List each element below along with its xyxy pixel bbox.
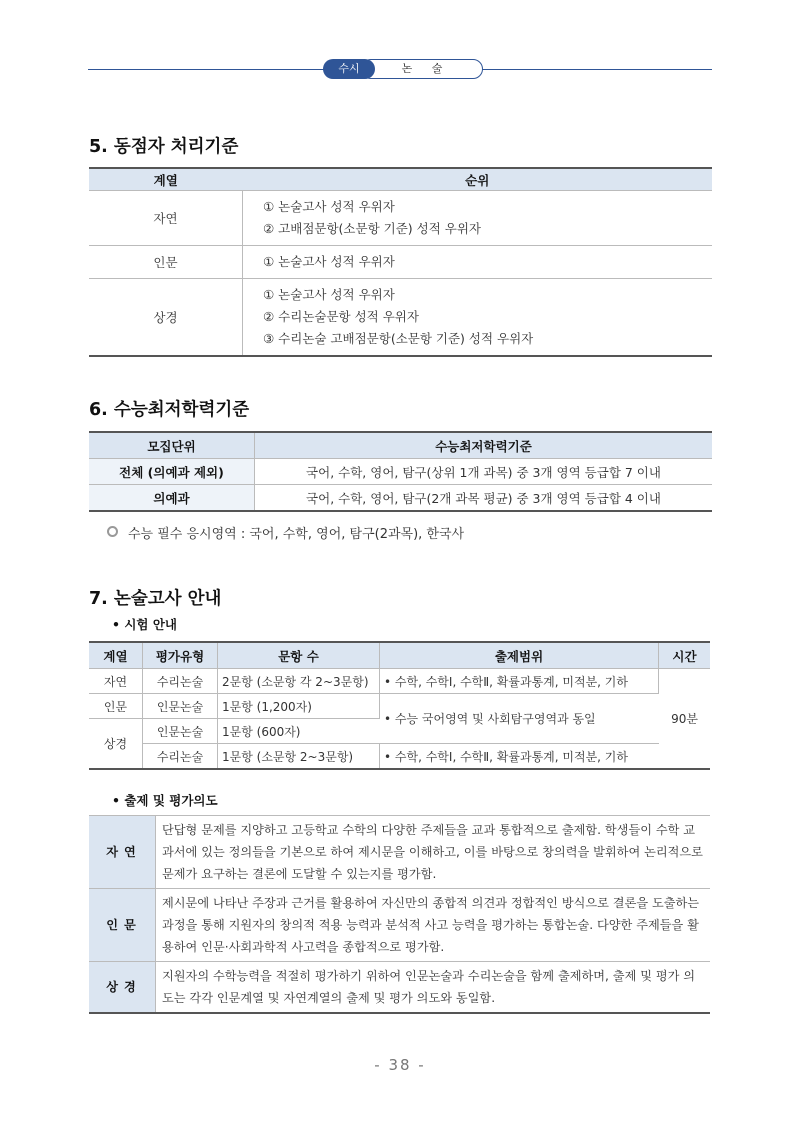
table-row: [89, 246, 712, 279]
rank-item: ① 논술고사 성적 우위자: [263, 199, 395, 214]
table-row: [89, 889, 710, 962]
table-row: [89, 669, 710, 694]
type-cell: 인문논술: [143, 719, 218, 744]
group-cell: 자연: [89, 191, 243, 246]
rank-cell: [243, 191, 713, 246]
col-scope: 출제범위: [380, 642, 659, 669]
group-cell: 인문: [89, 246, 243, 279]
group-cell: 자연: [89, 669, 143, 694]
count-cell: 1문항 (소문항 2~3문항): [218, 744, 380, 770]
table-row: [89, 694, 710, 719]
intent-label: 상경: [89, 962, 156, 1014]
section5-heading: 5. 동점자 처리기준: [89, 137, 239, 157]
table-row: [89, 191, 712, 246]
tiebreak-table: [89, 167, 712, 357]
circle-bullet-icon: [107, 526, 118, 537]
scope-cell: • 수능 국어영역 및 사회탐구영역과 동일: [380, 694, 659, 744]
table-row: [89, 744, 710, 770]
table-row: [89, 962, 710, 1014]
group-cell: 인문: [89, 694, 143, 719]
exam-subheading: • 시험 안내: [112, 617, 177, 632]
header-title: 논 술: [361, 59, 483, 79]
criteria-cell: 국어, 수학, 영어, 탐구(상위 1개 과목) 중 3개 영역 등급합 7 이내: [255, 459, 713, 485]
count-cell: 1문항 (600자): [218, 719, 380, 744]
section7-heading: 7. 논술고사 안내: [89, 589, 222, 609]
col-unit: 모집단위: [89, 432, 255, 459]
col-time: 시간: [659, 642, 711, 669]
group-cell: 상경: [89, 279, 243, 357]
section6-heading: 6. 수능최저학력기준: [89, 400, 250, 420]
group-cell: 상경: [89, 719, 143, 770]
type-cell: 수리논술: [143, 669, 218, 694]
count-cell: 1문항 (1,200자): [218, 694, 380, 719]
unit-cell: 전체 (의예과 제외): [89, 459, 255, 485]
unit-cell: 의예과: [89, 485, 255, 512]
rank-item: ② 고배점문항(소문항 기준) 성적 우위자: [263, 221, 481, 236]
table-row: [89, 485, 712, 512]
col-rank: 순위: [243, 168, 713, 191]
exam-info-table: [89, 641, 710, 770]
intent-subheading: • 출제 및 평가의도: [112, 793, 218, 808]
minimum-criteria-table: [89, 431, 712, 512]
intent-text: 지원자의 수학능력을 적절히 평가하기 위하여 인문논술과 수리논술을 함께 출제하며, 출제 및 평가 의도는 각각 인문계열 및 자연계열의 출제 및 평가 의도와 동일함.: [156, 962, 711, 1014]
time-cell: 90분: [659, 669, 711, 770]
intent-table: [89, 815, 710, 1014]
col-count: 문항 수: [218, 642, 380, 669]
note-text: 수능 필수 응시영역 : 국어, 수학, 영어, 탐구(2과목), 한국사: [128, 527, 465, 542]
type-cell: 인문논술: [143, 694, 218, 719]
rank-item: ① 논술고사 성적 우위자: [263, 287, 395, 302]
scope-cell: • 수학, 수학Ⅰ, 수학Ⅱ, 확률과통계, 미적분, 기하: [380, 744, 659, 770]
scope-cell: • 수학, 수학Ⅰ, 수학Ⅱ, 확률과통계, 미적분, 기하: [380, 669, 659, 694]
col-type: 평가유형: [143, 642, 218, 669]
col-criteria: 수능최저학력기준: [255, 432, 713, 459]
table-row: [89, 279, 712, 357]
intent-label: 인문: [89, 889, 156, 962]
header-badge: [323, 59, 475, 79]
table-row: [89, 816, 710, 889]
rank-cell: [243, 246, 713, 279]
rank-item: ① 논술고사 성적 우위자: [263, 254, 395, 269]
rank-item: ② 수리논술문항 성적 우위자: [263, 309, 419, 324]
col-group: 계열: [89, 642, 143, 669]
page-number: - 38 -: [374, 1056, 426, 1074]
intent-text: 단답형 문제를 지양하고 고등학교 수학의 다양한 주제들을 교과 통합적으로 출제함. 학생들이 수학 교과서에 있는 정의들을 기본으로 하여 제시문을 이해하고, 이를 바탕으로 창의력을 발휘하여 논리적으로 문제가 요구하는 결론에 도달할 수 있는지를 평가함.: [156, 816, 711, 889]
table-row: [89, 459, 712, 485]
col-group: 계열: [89, 168, 243, 191]
header-tag: 수시: [323, 59, 375, 79]
type-cell: 수리논술: [143, 744, 218, 770]
intent-text: 제시문에 나타난 주장과 근거를 활용하여 자신만의 종합적 의견과 정합적인 방식으로 결론을 도출하는 과정을 통해 지원자의 창의적 적용 능력과 분석적 사고 능력을 평가하는 통합논술. 다양한 주제들을 활용하여 인문·사회과학적 사고력을 종합적으로 평가함.: [156, 889, 711, 962]
rank-item: ③ 수리논술 고배점문항(소문항 기준) 성적 우위자: [263, 331, 534, 346]
rank-cell: [243, 279, 713, 357]
required-subjects-note: [107, 523, 464, 542]
count-cell: 2문항 (소문항 각 2~3문항): [218, 669, 380, 694]
intent-label: 자연: [89, 816, 156, 889]
criteria-cell: 국어, 수학, 영어, 탐구(2개 과목 평균) 중 3개 영역 등급합 4 이내: [255, 485, 713, 512]
